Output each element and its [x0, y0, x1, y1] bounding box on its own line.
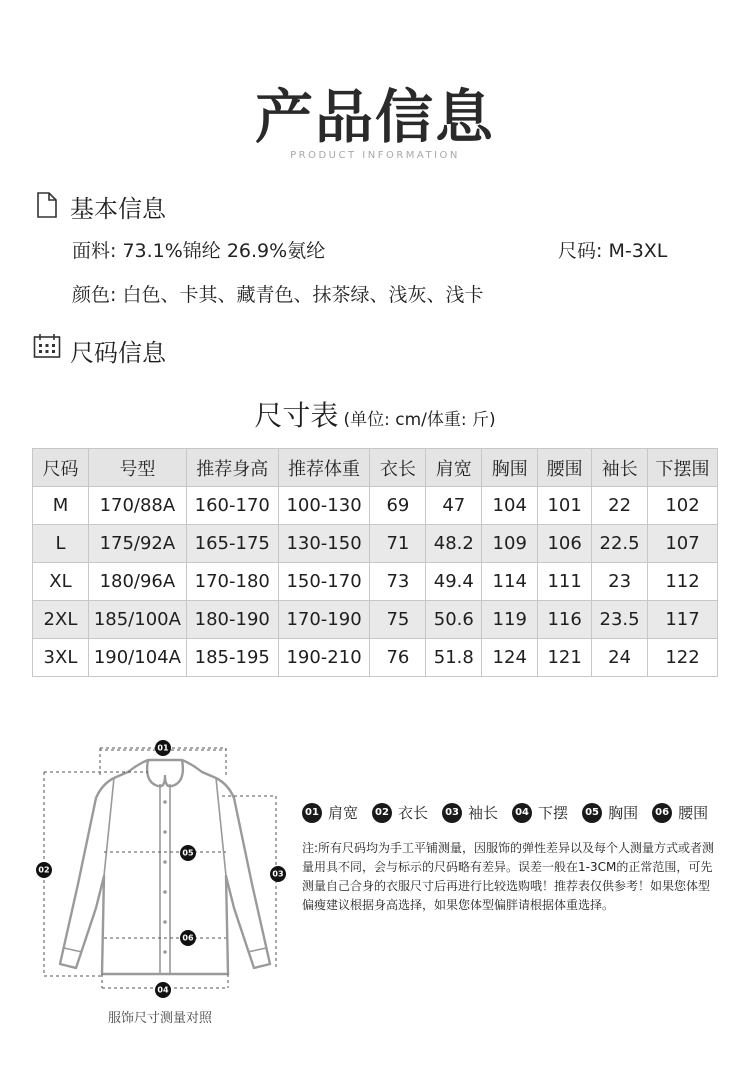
- legend-number-badge: 03: [442, 803, 462, 823]
- legend-number-badge: 04: [512, 803, 532, 823]
- table-row: [33, 601, 718, 639]
- table-cell: 107: [648, 525, 718, 563]
- measurement-legend: [302, 802, 722, 823]
- table-cell: 47: [426, 487, 482, 525]
- size-table-title-text: 尺寸表: [254, 399, 339, 432]
- table-cell: 22.5: [592, 525, 648, 563]
- legend-item: [652, 802, 708, 823]
- table-cell: 122: [648, 639, 718, 677]
- color-info: 颜色: 白色、卡其、藏青色、抹茶绿、浅灰、浅卡: [72, 284, 484, 306]
- table-cell: 106: [538, 525, 592, 563]
- table-cell: 76: [370, 639, 426, 677]
- legend-label: 衣长: [398, 804, 429, 822]
- table-cell: 180/96A: [88, 563, 186, 601]
- table-header-cell: 号型: [88, 449, 186, 487]
- table-cell: 170-190: [278, 601, 370, 639]
- table-row: [33, 525, 718, 563]
- diagram-caption: 服饰尺寸测量对照: [107, 1011, 212, 1026]
- table-cell: 175/92A: [88, 525, 186, 563]
- marker-04-label: 04: [157, 985, 169, 995]
- table-cell: 75: [370, 601, 426, 639]
- legend-label: 袖长: [468, 804, 499, 822]
- legend-item: [302, 802, 358, 823]
- table-cell: M: [33, 487, 89, 525]
- table-cell: 109: [482, 525, 538, 563]
- table-cell: 130-150: [278, 525, 370, 563]
- legend-number-badge: 02: [372, 803, 392, 823]
- table-cell: 119: [482, 601, 538, 639]
- table-cell: 160-170: [186, 487, 278, 525]
- calendar-icon: [33, 333, 61, 359]
- garment-diagram: [30, 736, 292, 1000]
- table-cell: 101: [538, 487, 592, 525]
- table-header-cell: 袖长: [592, 449, 648, 487]
- size-table: [32, 448, 718, 677]
- legend-number-badge: 05: [582, 803, 602, 823]
- table-cell: 22: [592, 487, 648, 525]
- table-cell: L: [33, 525, 89, 563]
- table-cell: 124: [482, 639, 538, 677]
- table-cell: 116: [538, 601, 592, 639]
- legend-number-badge: 01: [302, 803, 322, 823]
- table-row: [33, 639, 718, 677]
- table-cell: 23: [592, 563, 648, 601]
- legend-item: [372, 802, 428, 823]
- table-cell: 190/104A: [88, 639, 186, 677]
- table-cell: 3XL: [33, 639, 89, 677]
- table-cell: 48.2: [426, 525, 482, 563]
- legend-label: 胸围: [608, 804, 639, 822]
- legend-item: [582, 802, 638, 823]
- legend-label: 腰围: [678, 804, 709, 822]
- table-header-cell: 肩宽: [426, 449, 482, 487]
- table-cell: 24: [592, 639, 648, 677]
- table-cell: 71: [370, 525, 426, 563]
- table-header-cell: 胸围: [482, 449, 538, 487]
- table-header-cell: 推荐身高: [186, 449, 278, 487]
- table-cell: 117: [648, 601, 718, 639]
- table-header-cell: 尺码: [33, 449, 89, 487]
- table-cell: 180-190: [186, 601, 278, 639]
- table-cell: 121: [538, 639, 592, 677]
- shirt-collar: [147, 760, 183, 786]
- table-cell: 114: [482, 563, 538, 601]
- size-info-heading: 尺码信息: [70, 339, 166, 367]
- table-header-row: [33, 449, 718, 487]
- marker-01-label: 01: [157, 743, 169, 753]
- table-cell: XL: [33, 563, 89, 601]
- marker-06-label: 06: [182, 933, 194, 943]
- table-header-cell: 腰围: [538, 449, 592, 487]
- table-cell: 185/100A: [88, 601, 186, 639]
- table-cell: 190-210: [278, 639, 370, 677]
- basic-info-heading: 基本信息: [70, 195, 166, 223]
- legend-label: 肩宽: [328, 804, 359, 822]
- size-table-unit: (单位: cm/体重: 斤): [343, 410, 496, 430]
- marker-05-label: 05: [182, 848, 194, 858]
- table-cell: 150-170: [278, 563, 370, 601]
- marker-02-label: 02: [38, 865, 50, 875]
- size-table-title: [0, 394, 750, 434]
- legend-label: 下摆: [538, 804, 569, 822]
- table-cell: 112: [648, 563, 718, 601]
- table-cell: 50.6: [426, 601, 482, 639]
- table-cell: 185-195: [186, 639, 278, 677]
- table-header-cell: 下摆围: [648, 449, 718, 487]
- document-icon: [36, 192, 58, 218]
- page-subtitle: PRODUCT INFORMATION: [290, 150, 460, 161]
- table-cell: 170-180: [186, 563, 278, 601]
- table-cell: 49.4: [426, 563, 482, 601]
- legend-number-badge: 06: [652, 803, 672, 823]
- table-cell: 23.5: [592, 601, 648, 639]
- table-cell: 69: [370, 487, 426, 525]
- table-cell: 170/88A: [88, 487, 186, 525]
- marker-03-label: 03: [272, 869, 284, 879]
- table-cell: 165-175: [186, 525, 278, 563]
- table-header-cell: 推荐体重: [278, 449, 370, 487]
- size-range-info: 尺码: M-3XL: [558, 240, 668, 262]
- table-cell: 100-130: [278, 487, 370, 525]
- legend-item: [512, 802, 568, 823]
- table-cell: 51.8: [426, 639, 482, 677]
- legend-item: [442, 802, 498, 823]
- table-cell: 2XL: [33, 601, 89, 639]
- measurement-note: 注:所有尺码均为手工平铺测量，因服饰的弹性差异以及每个人测量方式或者测量用具不同，会与标示的尺码略有差异。误差一般在1-3CM的正常范围，可先测量自己合身的衣服尺寸后再进行比较选购哦！推荐表仅供参考！如果您体型偏瘦建议根据身高选择，如果您体型偏胖请根据体重选择。: [302, 841, 715, 912]
- table-cell: 104: [482, 487, 538, 525]
- table-cell: 102: [648, 487, 718, 525]
- fabric-info: 面料: 73.1%锦纶 26.9%氨纶: [72, 240, 326, 262]
- table-row: [33, 487, 718, 525]
- table-row: [33, 563, 718, 601]
- table-cell: 73: [370, 563, 426, 601]
- page-title: 产品信息: [254, 83, 495, 151]
- shirt-outline: [60, 760, 270, 974]
- table-header-cell: 衣长: [370, 449, 426, 487]
- table-cell: 111: [538, 563, 592, 601]
